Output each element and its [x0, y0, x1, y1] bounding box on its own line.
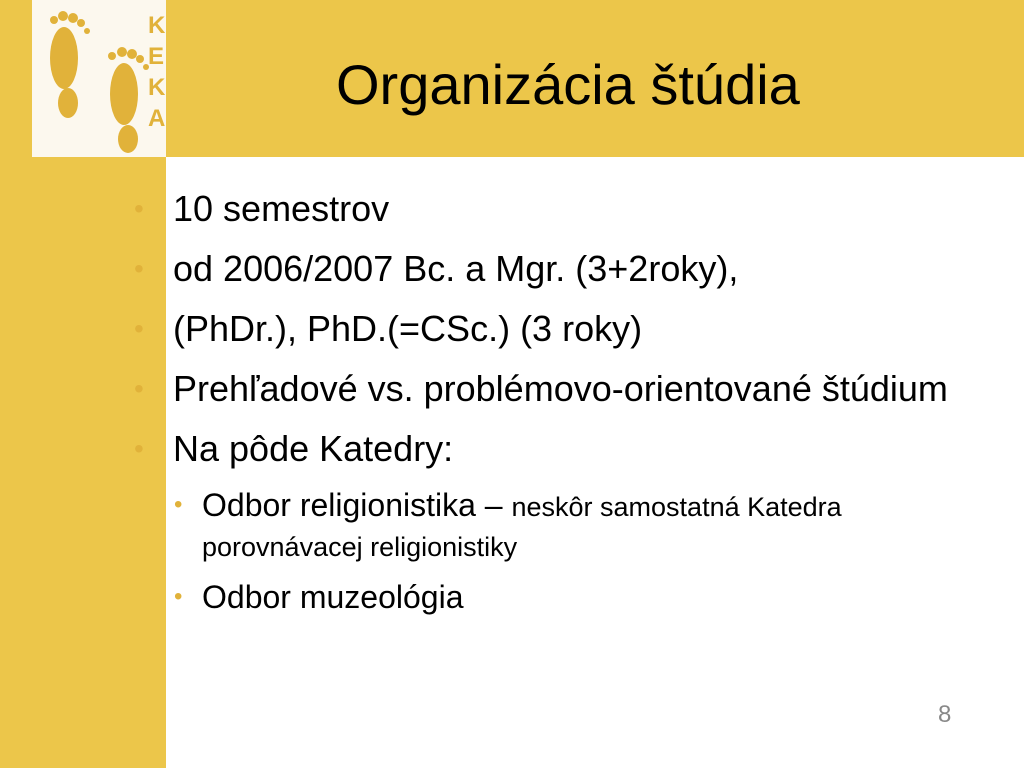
logo-letters [148, 10, 168, 134]
bullet-dot-icon: • [174, 491, 183, 518]
bullet-dot-icon: • [134, 313, 144, 344]
bullet-dot-icon: • [134, 433, 144, 464]
bullet-text: Odbor muzeológia [202, 579, 464, 615]
bullet-item [132, 426, 992, 471]
sub-bullet-item [174, 486, 992, 566]
bullet-note: neskôr samostatná Katedra porovnávacej religionistiky [202, 492, 842, 562]
bullet-text: Prehľadové vs. problémovo-orientované štúdium [173, 368, 948, 409]
bullet-dot-icon: • [134, 373, 144, 404]
bullet-text: 10 semestrov [173, 188, 390, 229]
bullet-text: (PhDr.), PhD.(=CSc.) (3 roky) [173, 308, 643, 349]
bullet-text: od 2006/2007 Bc. a Mgr. (3+2roky), [173, 248, 739, 289]
bullet-text: Na pôde Katedry: [173, 428, 454, 469]
department-logo [32, 0, 166, 157]
bullet-item [132, 366, 992, 411]
page-number: 8 [938, 701, 952, 728]
sub-bullet-item [174, 578, 992, 616]
logo-letter: K [148, 74, 166, 101]
logo-letter: A [148, 105, 166, 132]
logo-letter: E [148, 43, 165, 70]
bullet-dot-icon: • [174, 583, 183, 610]
slide-title: Organizácia štúdia [336, 53, 800, 116]
bullet-item [132, 246, 992, 291]
bullet-dot-icon: • [134, 193, 144, 224]
bullet-list [132, 186, 992, 628]
logo-letter: K [148, 12, 166, 39]
bullet-text: Odbor religionistika – [202, 487, 512, 523]
footprints-icon [32, 0, 166, 157]
bullet-item [132, 186, 992, 231]
bullet-dot-icon: • [134, 253, 144, 284]
bullet-item [132, 306, 992, 351]
